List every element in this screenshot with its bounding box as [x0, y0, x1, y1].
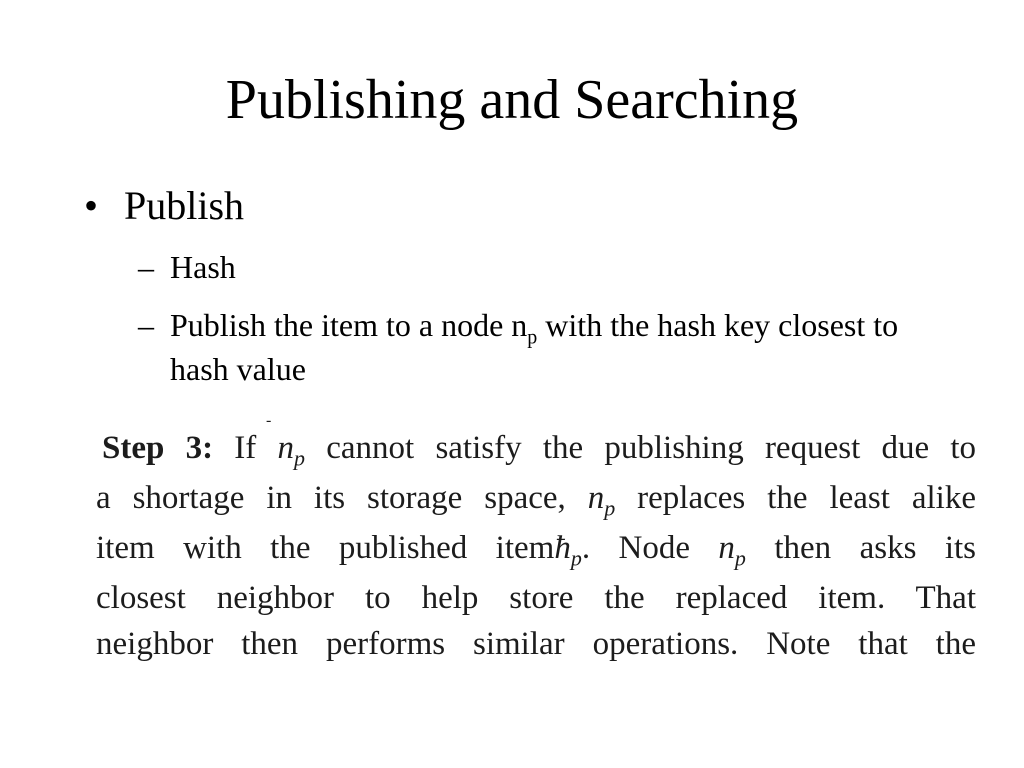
step-label: Step 3: — [102, 430, 214, 466]
sub-bullet-dash: – — [138, 307, 154, 343]
math-var: $n_p$ — [277, 430, 306, 471]
subscript: p — [527, 326, 538, 349]
text-segment: with the hash key closest to hash value — [170, 307, 899, 387]
excerpt-line — [102, 424, 976, 472]
sub-bullet-dash: – — [138, 249, 154, 285]
text-segment: replaces the least alike — [637, 480, 976, 516]
math-var: $ħ_p$ — [554, 530, 582, 571]
sub-bullet-publish-item-label — [170, 303, 930, 391]
scan-artifact-mark: - — [266, 412, 272, 429]
text-segment: . Node — [581, 530, 690, 566]
math-var: $n_p$ — [718, 530, 746, 571]
slide-title: Publishing and Searching — [225, 69, 799, 131]
excerpt-line: neighbor then performs similar operations. Note that the — [96, 626, 976, 662]
sub-bullet-hash-label: Hash — [170, 249, 236, 285]
text-segment: item with the published item — [96, 530, 555, 566]
text-segment: cannot satisfy the publishing request due to — [326, 430, 977, 466]
math-var: $n_p$ — [587, 480, 616, 521]
text-segment: Publish the item to a node n — [170, 307, 528, 343]
text-segment: a shortage in its storage space, — [96, 480, 566, 516]
bullet-dot: • — [84, 183, 99, 228]
bullet-publish-label: Publish — [124, 183, 245, 228]
sub-bullet-hash — [138, 245, 930, 289]
text-segment: then asks its — [774, 530, 977, 566]
scanned-text-excerpt — [96, 412, 977, 668]
bullet-publish — [84, 182, 244, 230]
excerpt-line — [96, 524, 976, 572]
text-segment: If — [234, 430, 257, 466]
excerpt-line — [96, 474, 976, 522]
excerpt-line: closest neighbor to help store the replaced item. That — [96, 580, 976, 616]
sub-bullet-publish-item — [138, 303, 930, 391]
